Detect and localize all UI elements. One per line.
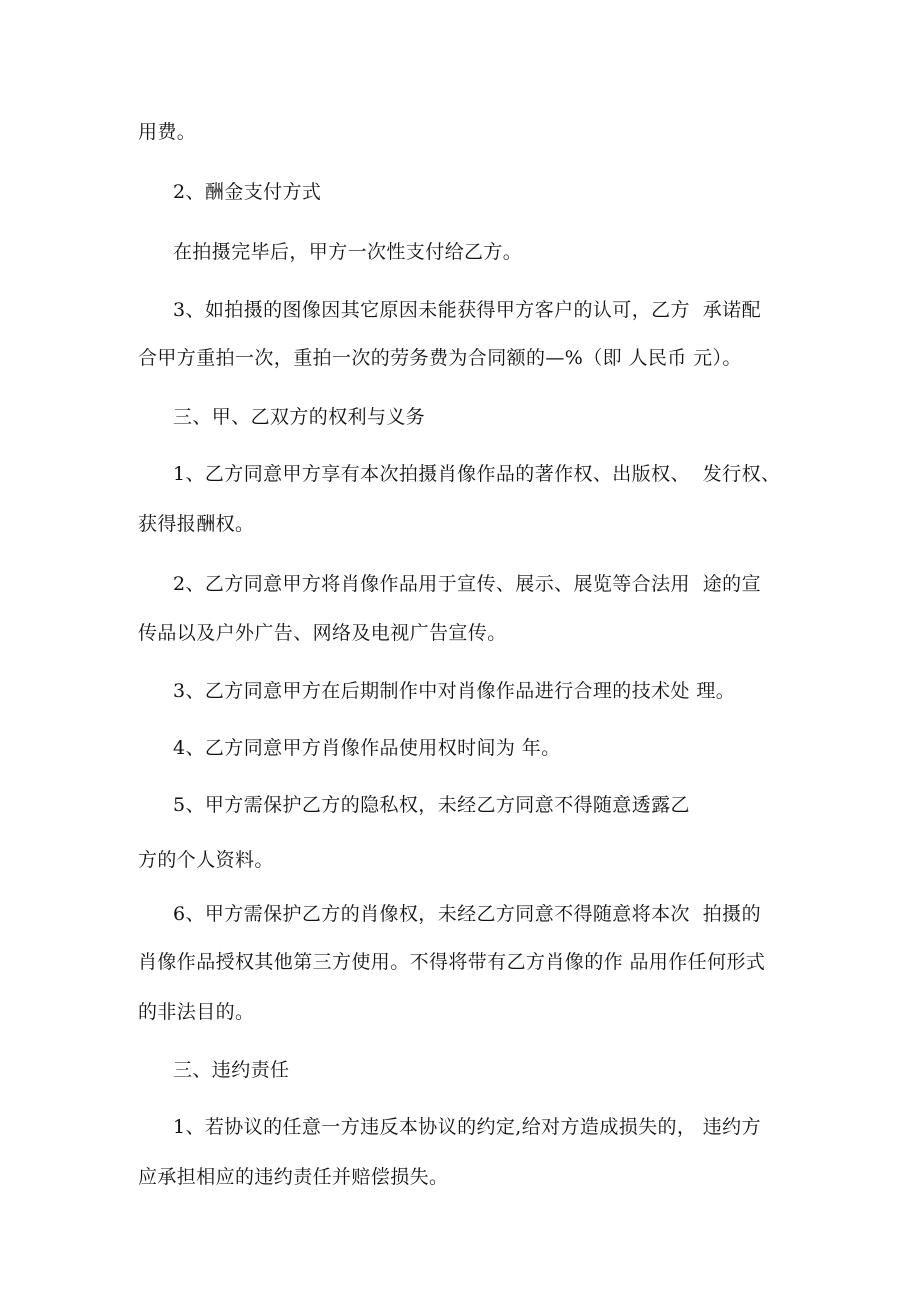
text-line: 2、乙方同意甲方将肖像作品用于宣传、展示、展览等合法用 途的宣 xyxy=(173,573,761,595)
text-line: 用费。 xyxy=(138,121,197,143)
section-heading: 三、甲、乙双方的权利与义务 xyxy=(173,406,426,428)
text-line: 4、乙方同意甲方肖像作品使用权时间为 年。 xyxy=(173,737,561,759)
text-line: 在拍摄完毕后，甲方一次性支付给乙方。 xyxy=(173,241,523,263)
text-line: 5、甲方需保护乙方的隐私权，未经乙方同意不得随意透露乙 xyxy=(173,794,690,816)
text-line: 1、乙方同意甲方享有本次拍摄肖像作品的著作权、出版权、 发行权、 xyxy=(173,463,781,485)
section-heading: 三、违约责任 xyxy=(173,1059,290,1081)
text-line: 传品以及户外广告、网络及电视广告宣传。 xyxy=(138,622,507,644)
text-line: 的非法目的。 xyxy=(138,1001,255,1023)
text-line: 3、如拍摄的图像因其它原因未能获得甲方客户的认可，乙方 承诺配 xyxy=(173,299,761,321)
text-line: 3、乙方同意甲方在后期制作中对肖像作品进行合理的技术处 理。 xyxy=(173,680,736,702)
text-line: 方的个人资料。 xyxy=(138,849,274,871)
text-line: 1、若协议的任意一方违反本协议的约定,给对方造成损失的， 违约方 xyxy=(173,1116,761,1138)
section-heading: 2、酬金支付方式 xyxy=(173,181,322,203)
text-line: 6、甲方需保护乙方的肖像权，未经乙方同意不得随意将本次 拍摄的 xyxy=(173,903,761,925)
text-line: 合甲方重拍一次，重拍一次的劳务费为合同额的—%（即 人民币 元）。 xyxy=(138,347,742,369)
text-line: 肖像作品授权其他第三方使用。不得将带有乙方肖像的作 品用作任何形式 xyxy=(138,951,766,973)
text-line: 应承担相应的违约责任并赔偿损失。 xyxy=(138,1166,449,1188)
text-line: 获得报酬权。 xyxy=(138,513,255,535)
